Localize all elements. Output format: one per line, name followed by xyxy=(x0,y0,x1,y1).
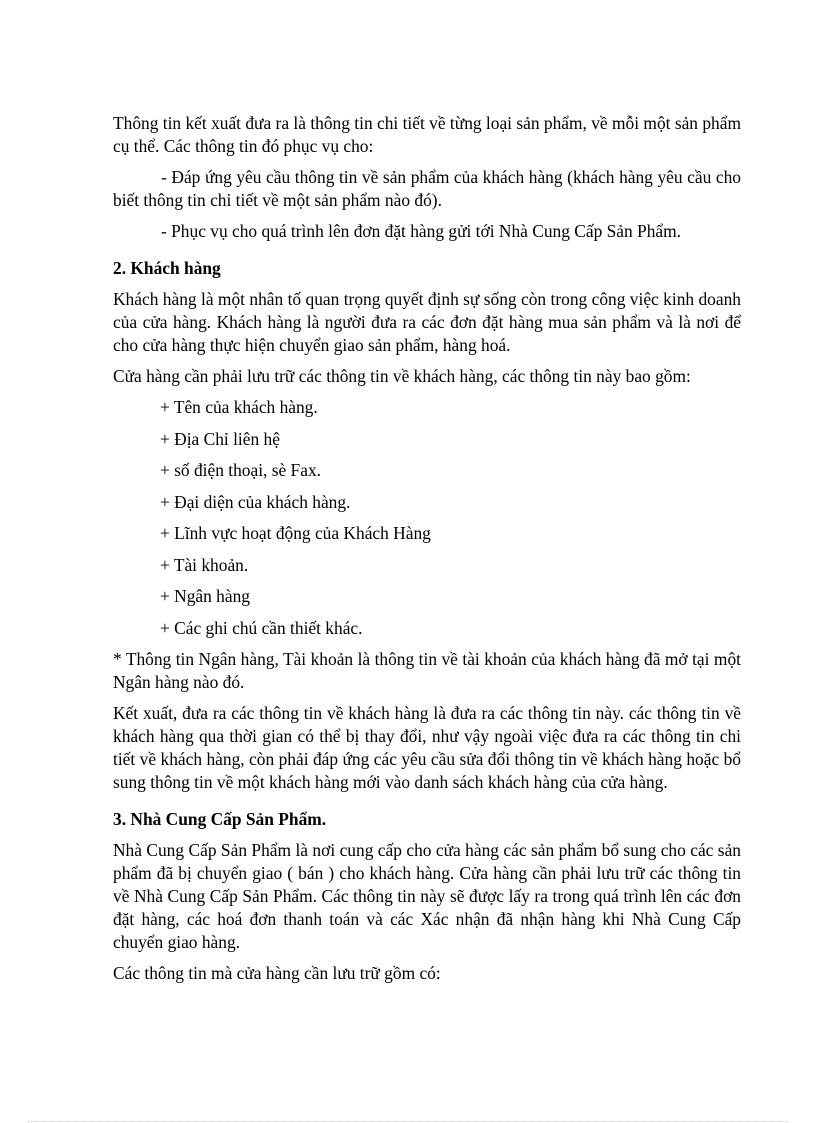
list-item: + số điện thoại, sè Fax. xyxy=(160,460,321,480)
list-item: + Lĩnh vực hoạt động của Khách Hàng xyxy=(160,523,431,543)
section-2-paragraph-3: Kết xuất, đưa ra các thông tin về khách hàng là đưa ra các thông tin này. các thông tin về khách hàng qua thời gian có thể bị thay đổi, như vậy ngoài việc đưa ra các thông tin chi tiết về khách hàng, còn phải đáp ứng các yêu cầu sửa đổi thông tin về khách hàng hoặc bổ sung thông tin về một khách hàng mới vào danh sách khách hàng của cửa hàng. xyxy=(113,703,741,792)
list-item: + Tài khoản. xyxy=(160,554,249,575)
document-page xyxy=(113,112,741,993)
section-2-heading: 2. Khách hàng xyxy=(113,258,221,278)
page-bottom-divider xyxy=(28,1121,788,1122)
list-item: + Địa Chỉ liên hệ xyxy=(160,428,280,449)
intro-bullet-1: - Đáp ứng yêu cầu thông tin về sản phẩm của khách hàng (khách hàng yêu cầu cho biết thông tin chi tiết về một sản phẩm nào đó). xyxy=(113,167,741,210)
section-3-heading: 3. Nhà Cung Cấp Sản Phẩm. xyxy=(113,809,327,829)
customer-info-list xyxy=(113,396,741,640)
intro-bullet-2: - Phục vụ cho quá trình lên đơn đặt hàng gửi tới Nhà Cung Cấp Sản Phẩm. xyxy=(161,221,682,241)
section-2-note: * Thông tin Ngân hàng, Tài khoản là thông tin về tài khoản của khách hàng đã mở tại một Ngân hàng nào đó. xyxy=(113,649,741,692)
list-item: + Ngân hàng xyxy=(160,586,250,606)
section-2-paragraph-2: Cửa hàng cần phải lưu trữ các thông tin về khách hàng, các thông tin này bao gồm: xyxy=(113,366,691,386)
list-item: + Tên của khách hàng. xyxy=(160,397,318,417)
section-3-paragraph-1: Nhà Cung Cấp Sản Phẩm là nơi cung cấp cho cửa hàng các sản phẩm bổ sung cho các sản phẩm đã bị chuyển giao ( bán ) cho khách hàng. Cửa hàng cần phải lưu trữ các thông tin về Nhà Cung Cấp Sản Phẩm. Các thông tin này sẽ được lấy ra trong quá trình lên các đơn đặt hàng, các hoá đơn thanh toán và các Xác nhận đã nhận hàng khi Nhà Cung Cấp chuyển giao hàng. xyxy=(113,840,741,952)
list-item: + Đại diện của khách hàng. xyxy=(160,491,351,512)
section-2-paragraph-1: Khách hàng là một nhân tố quan trọng quyết định sự sống còn trong công việc kinh doanh của cửa hàng. Khách hàng là người đưa ra các đơn đặt hàng mua sản phẩm và là nơi để cho cửa hàng thực hiện chuyển giao sản phẩm, hàng hoá. xyxy=(113,289,741,355)
list-item: + Các ghi chú cần thiết khác. xyxy=(160,617,363,638)
intro-paragraph: Thông tin kết xuất đưa ra là thông tin chi tiết về từng loại sản phẩm, về mỗi một sản phẩm cụ thể. Các thông tin đó phục vụ cho: xyxy=(113,113,741,156)
section-3-paragraph-2: Các thông tin mà cửa hàng cần lưu trữ gồm có: xyxy=(113,963,441,983)
